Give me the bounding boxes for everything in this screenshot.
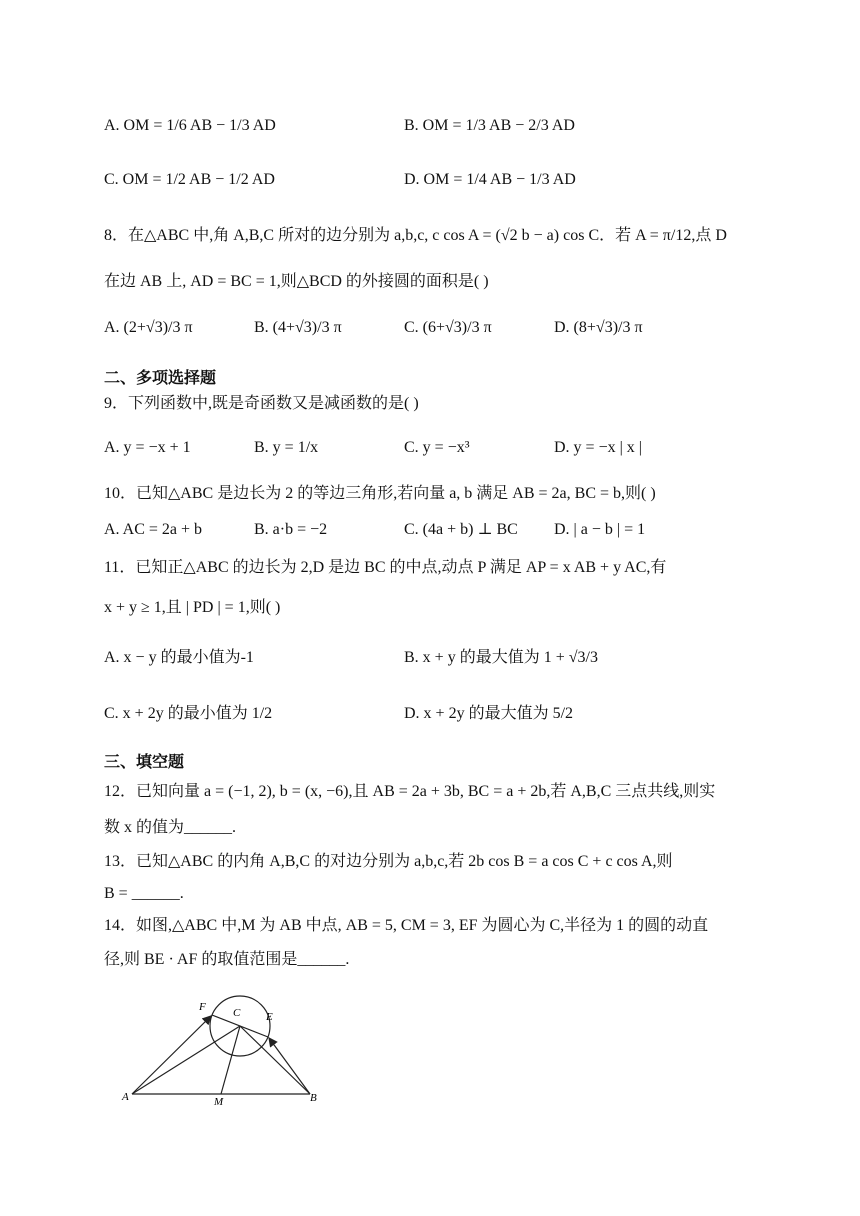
q7-option-a: A. OM = 1/6 AB − 1/3 AD: [104, 117, 276, 134]
section-heading-fill-in: 三、填空题: [104, 752, 185, 771]
label-e: E: [266, 1011, 273, 1023]
q14-stem-line1: 14．如图,△ABC 中,M 为 AB 中点, AB = 5, CM = 3, EF 为圆心为 C,半径为 1 的圆的动直: [104, 917, 709, 934]
q7-option-b: B. OM = 1/3 AB − 2/3 AD: [404, 117, 575, 134]
segment-bc: [240, 1026, 310, 1094]
q11-option-a: A. x − y 的最小值为-1: [104, 649, 254, 666]
q9-option-c: C. y = −x³: [404, 439, 470, 456]
label-m: M: [214, 1096, 224, 1108]
q8-stem-line2: 在边 AB 上, AD = BC = 1,则△BCD 的外接圆的面积是( ): [104, 273, 489, 290]
q11-option-d: D. x + 2y 的最大值为 5/2: [404, 705, 574, 722]
q7-option-d: D. OM = 1/4 AB − 1/3 AD: [404, 171, 576, 188]
q13-stem-line2: B = ______.: [104, 885, 184, 902]
q11-option-c: C. x + 2y 的最小值为 1/2: [104, 705, 273, 722]
label-b: B: [310, 1092, 317, 1104]
q9-option-a: A. y = −x + 1: [104, 439, 191, 456]
q13-stem-line1: 13．已知△ABC 的内角 A,B,C 的对边分别为 a,b,c,若 2b cos B = a cos C + c cos A,则: [104, 853, 673, 870]
q9-stem: 9．下列函数中,既是奇函数又是减函数的是( ): [104, 395, 419, 412]
q14-figure: [110, 988, 350, 1108]
section-heading-multiple-choice: 二、多项选择题: [104, 368, 217, 387]
q8-option-c: C. (6+√3)/3 π: [404, 319, 492, 336]
q10-option-c: C. (4a + b) ⊥ BC: [404, 521, 518, 538]
vector-af: [132, 1016, 211, 1094]
q10-stem: 10．已知△ABC 是边长为 2 的等边三角形,若向量 a, b 满足 AB = 2a, BC = b,则( ): [104, 485, 656, 502]
q8-option-d: D. (8+√3)/3 π: [554, 319, 643, 336]
q10-option-b: B. a·b = −2: [254, 521, 328, 538]
q10-option-a: A. AC = 2a + b: [104, 521, 203, 538]
q14-stem-line2: 径,则 BE · AF 的取值范围是______.: [104, 951, 350, 968]
q9-option-d: D. y = −x | x |: [554, 439, 643, 456]
q9-option-b: B. y = 1/x: [254, 439, 319, 456]
q7-option-c: C. OM = 1/2 AB − 1/2 AD: [104, 171, 275, 188]
q12-stem-line1: 12．已知向量 a = (−1, 2), b = (x, −6),且 AB = 2a + 3b, BC = a + 2b,若 A,B,C 三点共线,则实: [104, 783, 716, 800]
q12-stem-line2: 数 x 的值为______.: [104, 819, 237, 836]
q8-option-a: A. (2+√3)/3 π: [104, 319, 193, 336]
q11-stem-line2: x + y ≥ 1,且 | PD | = 1,则( ): [104, 599, 281, 616]
label-a: A: [122, 1091, 129, 1103]
vector-be: [269, 1038, 310, 1094]
q8-option-b: B. (4+√3)/3 π: [254, 319, 342, 336]
q11-option-b: B. x + y 的最大值为 1 + √3/3: [404, 649, 598, 666]
label-c: C: [233, 1007, 241, 1019]
label-f: F: [199, 1001, 206, 1013]
q8-stem-line1: 8．在△ABC 中,角 A,B,C 所对的边分别为 a,b,c, c cos A = (√2 b − a) cos C．若 A = π/12,点 D: [104, 227, 727, 244]
q10-option-d: D. | a − b | = 1: [554, 521, 646, 538]
q11-stem-line1: 11．已知正△ABC 的边长为 2,D 是边 BC 的中点,动点 P 满足 AP = x AB + y AC,有: [104, 559, 667, 576]
